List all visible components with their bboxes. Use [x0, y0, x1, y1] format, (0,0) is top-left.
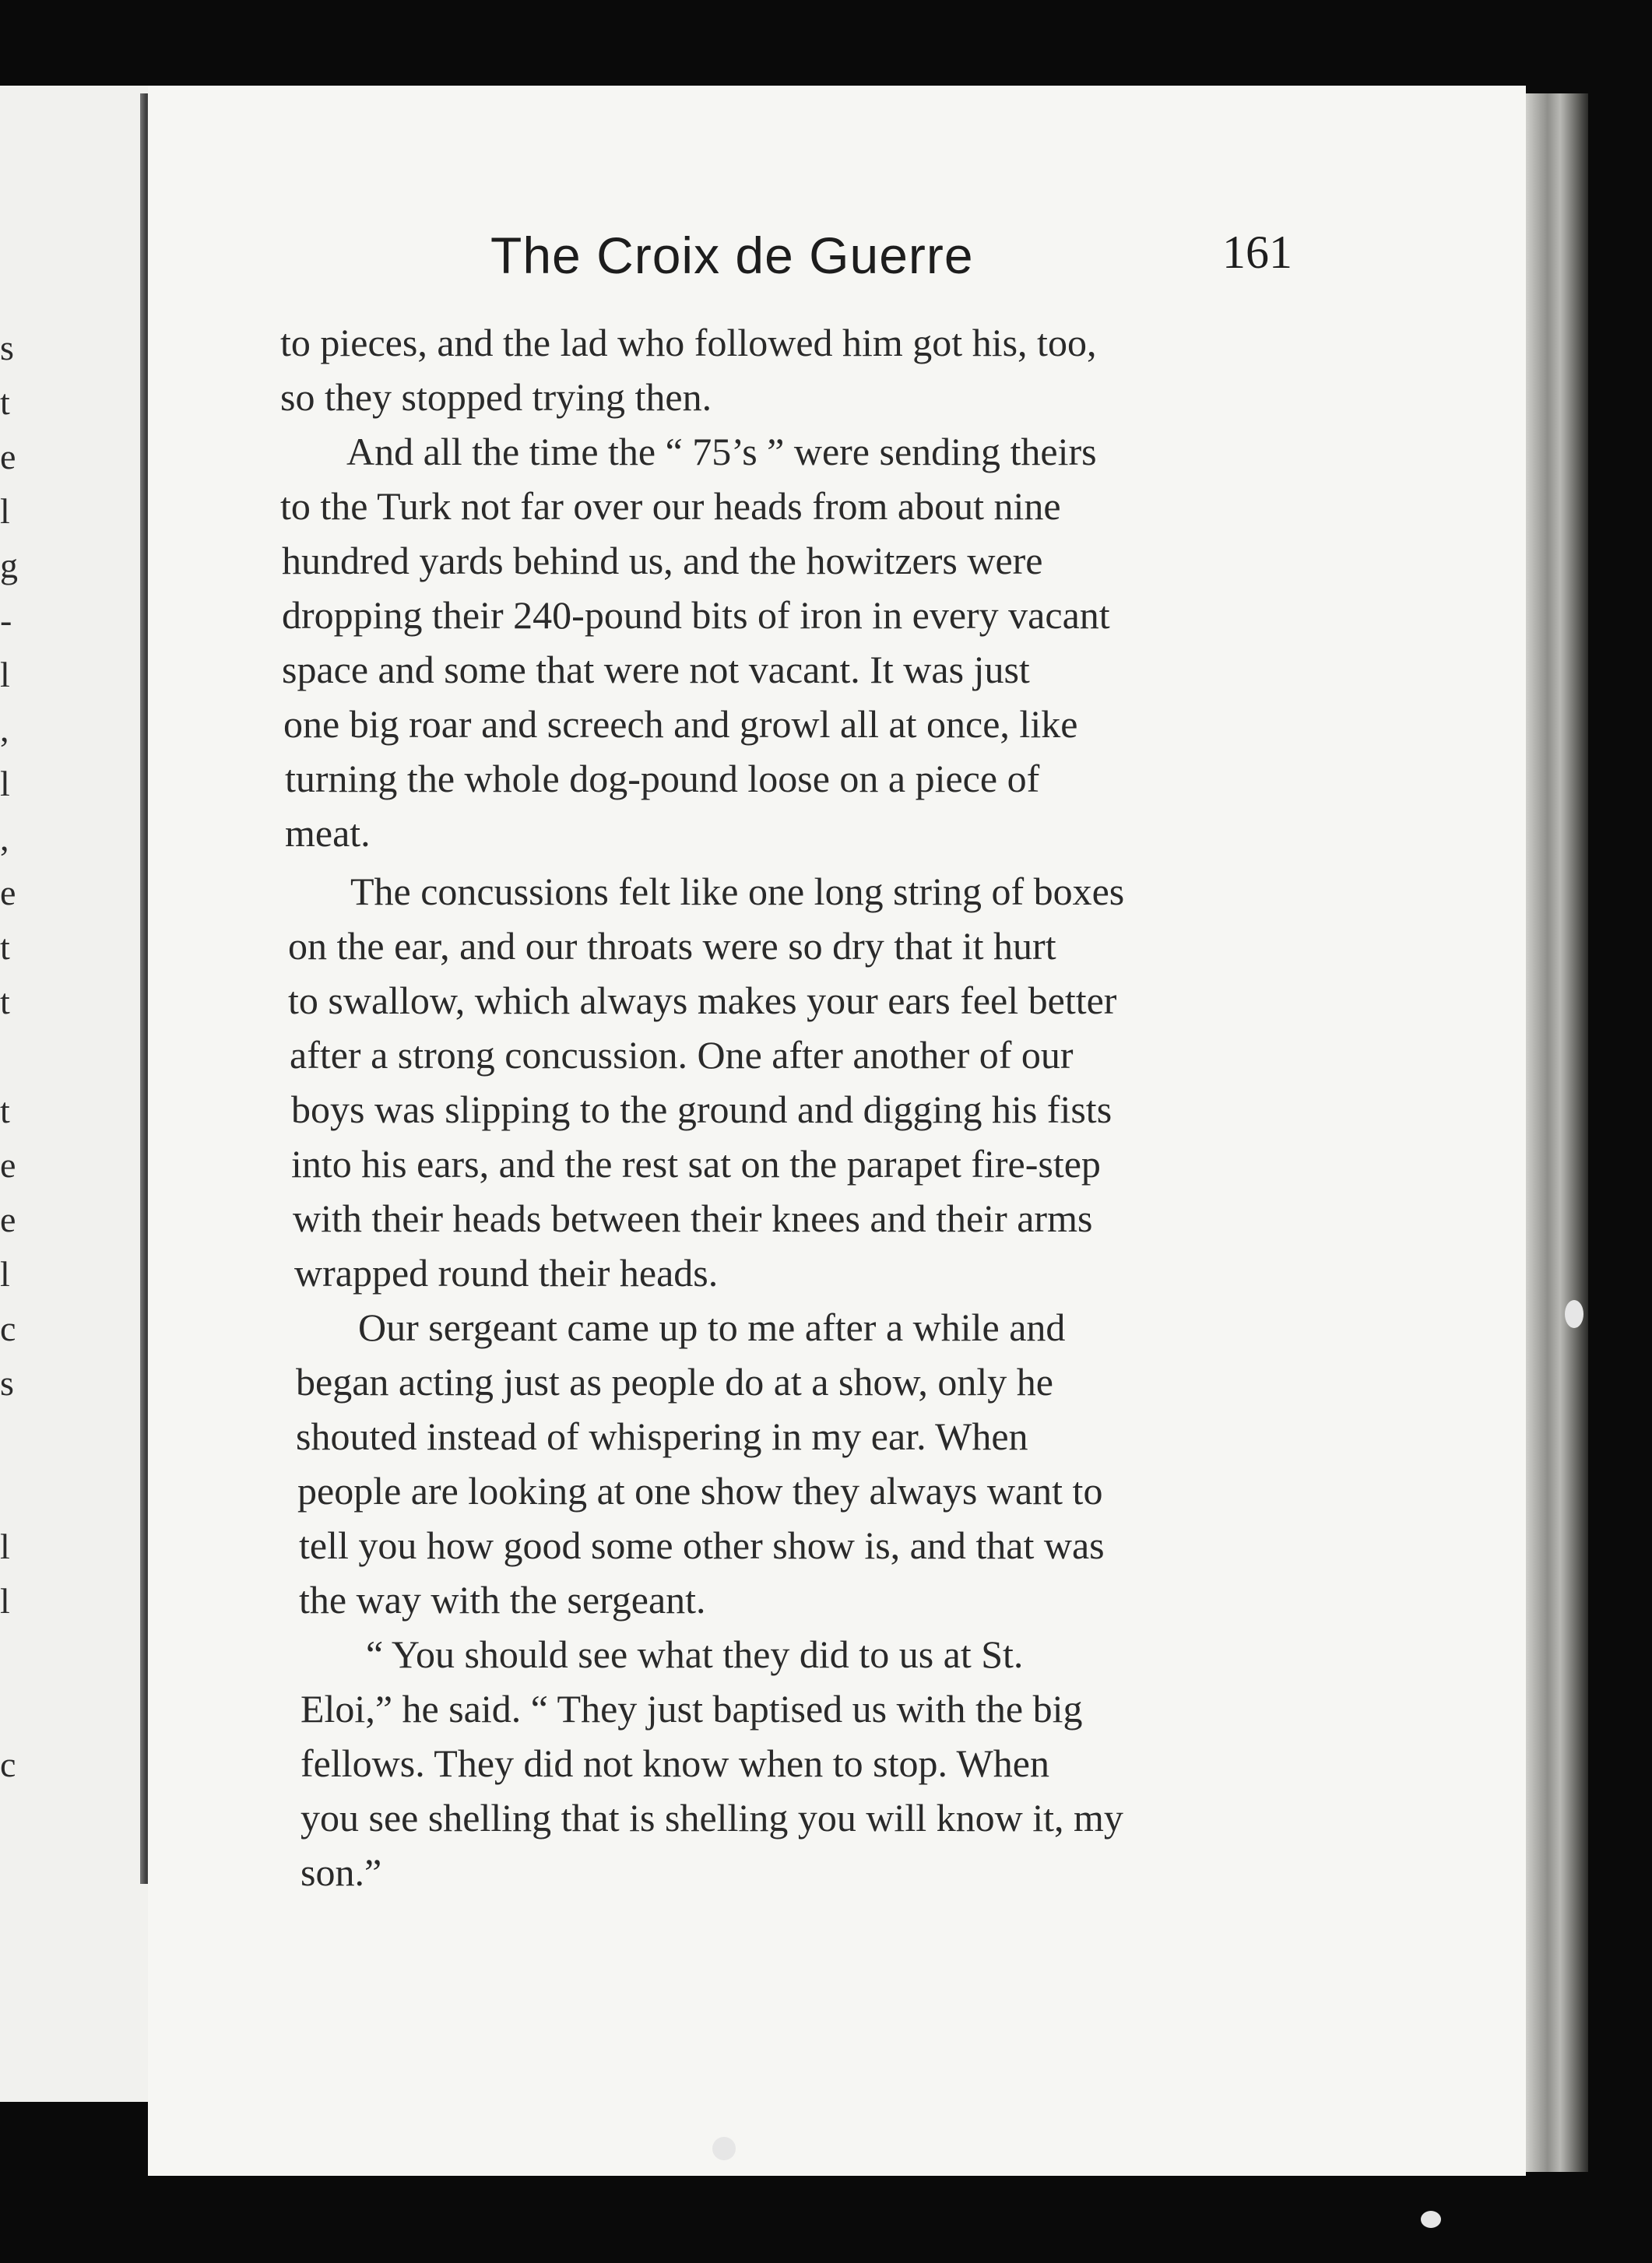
page-number: 161 — [1222, 227, 1292, 278]
text-line: space and some that were not vacant. It was just — [282, 648, 1030, 691]
dust-speck — [1421, 2211, 1441, 2228]
text-line: to the Turk not far over our heads from about nine — [280, 484, 1061, 528]
text-line: into his ears, and the rest sat on the parapet fire-step — [291, 1142, 1101, 1186]
facing-page-char: , — [0, 709, 9, 749]
text-line: Eloi,” he said. “ They just baptised us with the big — [301, 1687, 1083, 1731]
text-line: with their heads between their knees and their arms — [293, 1197, 1093, 1240]
facing-page-char: - — [0, 600, 12, 640]
facing-page-char: l — [0, 491, 10, 531]
text-line: on the ear, and our throats were so dry that it hurt — [288, 924, 1056, 968]
running-title: The Croix de Guerre — [490, 227, 974, 284]
text-line: turning the whole dog-pound loose on a piece of — [285, 757, 1040, 800]
page-block-edge — [1526, 93, 1588, 2172]
facing-page-char: t — [0, 982, 10, 1021]
text-line: people are looking at one show they always want to — [297, 1469, 1103, 1513]
running-header — [490, 226, 1292, 296]
facing-page-char: e — [0, 1200, 16, 1239]
text-line: shouted instead of whispering in my ear. When — [296, 1414, 1028, 1458]
text-line: one big roar and screech and growl all at once, like — [283, 702, 1078, 746]
text-line: after a strong concussion. One after another of our — [290, 1033, 1074, 1077]
text-line: meat. — [285, 811, 371, 855]
facing-page-char: s — [0, 328, 14, 367]
text-line: boys was slipping to the ground and digging his fists — [291, 1088, 1112, 1131]
facing-page-text-edge — [0, 0, 23, 2263]
facing-page-char: c — [0, 1309, 16, 1348]
text-line: began acting just as people do at a show, only he — [296, 1360, 1053, 1404]
text-line: dropping their 240-pound bits of iron in every vacant — [282, 593, 1110, 637]
text-line: wrapped round their heads. — [294, 1251, 719, 1295]
text-line: The concussions felt like one long string of boxes — [350, 870, 1125, 913]
text-line: Our sergeant came up to me after a while and — [358, 1305, 1066, 1349]
facing-page-char: l — [0, 655, 10, 694]
facing-page-char: s — [0, 1363, 14, 1403]
facing-page-char: c — [0, 1745, 16, 1784]
text-line: so they stopped trying then. — [280, 375, 712, 419]
text-line: son.” — [301, 1850, 382, 1894]
facing-page-char: t — [0, 382, 10, 422]
text-line: And all the time the “ 75’s ” were sending theirs — [346, 430, 1097, 473]
facing-page-char: l — [0, 1581, 10, 1621]
facing-page-char: l — [0, 1254, 10, 1294]
text-line: to pieces, and the lad who followed him got his, too, — [280, 321, 1097, 364]
dust-speck — [712, 2137, 736, 2160]
facing-page-char: l — [0, 764, 10, 803]
text-line: the way with the sergeant. — [299, 1578, 706, 1622]
text-line: “ You should see what they did to us at St. — [366, 1632, 1024, 1676]
text-line: to swallow, which always makes your ears feel better — [288, 979, 1117, 1022]
text-line: fellows. They did not know when to stop. When — [301, 1741, 1049, 1785]
facing-page-char: e — [0, 437, 16, 476]
facing-page-char: t — [0, 927, 10, 967]
text-line: you see shelling that is shelling you will know it, my — [301, 1796, 1123, 1840]
facing-page-char: g — [0, 546, 18, 585]
facing-page-char: , — [0, 818, 9, 858]
text-line: tell you how good some other show is, and that was — [299, 1523, 1105, 1567]
facing-page-char: e — [0, 873, 16, 912]
facing-page-char: t — [0, 1091, 10, 1130]
facing-page-char: l — [0, 1527, 10, 1566]
dust-speck — [1565, 1300, 1583, 1328]
text-line: hundred yards behind us, and the howitzers were — [282, 539, 1043, 582]
facing-page-char: e — [0, 1145, 16, 1185]
